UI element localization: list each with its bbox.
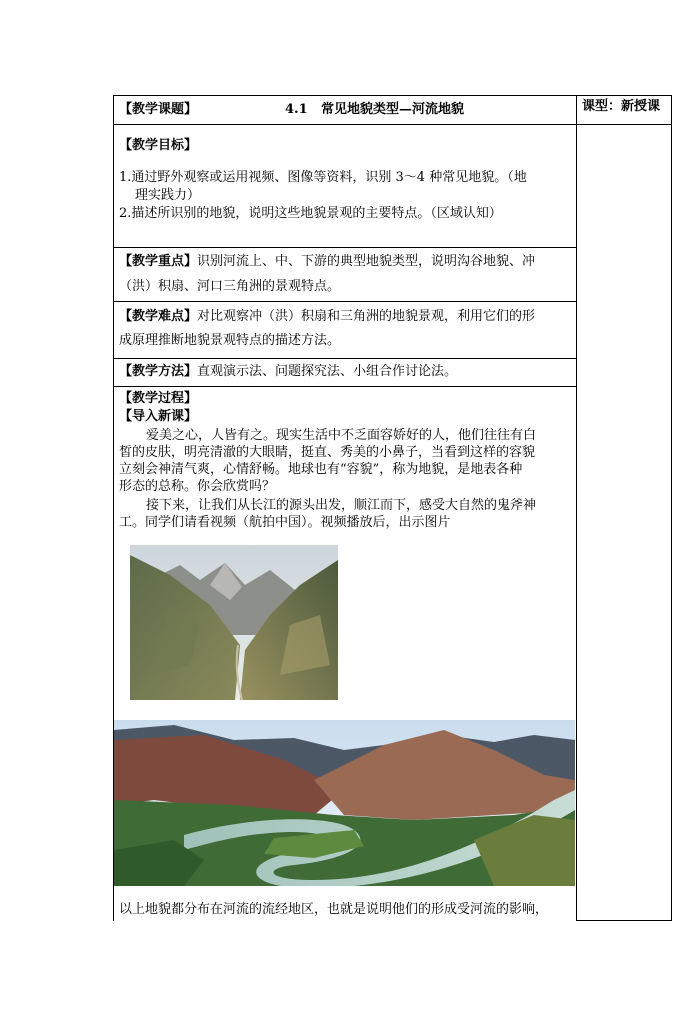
difficulties-text: 对比观察冲（洪）积扇和三角洲的地貌景观，利用它们的形 [197,309,536,324]
lesson-type: 课型：新授课 [582,99,661,114]
column-divider [576,95,577,921]
intro-para2-line2: 工。同学们请看视频（航拍中国）。视频播放后，出示图片 [119,515,451,530]
methods-label: 【教学方法】 [119,364,198,379]
intro-para1-line2: 皙的皮肤，明亮清澈的大眼睛，挺直、秀美的小鼻子，当看到这样的容貌 [119,445,536,460]
intro-label: 【导入新课】 [119,409,198,424]
methods-line [119,364,457,380]
intro-para2-line1: 接下来，让我们从长江的源头出发，顺江而下，感受大自然的鬼斧神 [146,498,537,513]
difficulties-label: 【教学难点】 [119,309,198,324]
objectives-bottom-border [113,247,576,248]
keypoints-bottom-border [113,301,576,302]
header-row-bottom-border [113,124,672,125]
topic-title: 常见地貌类型—河流地貌 [321,102,465,117]
objectives-label: 【教学目标】 [119,138,198,153]
intro-para1-line1: 爱美之心，人皆有之。现实生活中不乏面容娇好的人，他们往往有白 [146,428,537,443]
keypoints-line1 [119,254,535,270]
topic-label: 【教学课题】 [119,102,198,117]
river-bend-photo [114,720,575,886]
keypoints-label: 【教学重点】 [119,254,198,269]
difficulties-line2: 成原理推断地貌景观特点的描述方法。 [119,333,341,348]
objective-1-line2: 理实践力） [135,188,201,203]
intro-para1-line4: 形态的总称。你会欣赏吗？ [119,479,276,494]
methods-text: 直观演示法、问题探究法、小组合作讨论法。 [197,364,458,379]
table-top-border [113,95,672,96]
intro-para1-line3: 立刻会神清气爽，心情舒畅。地球也有“容貌”，称为地貌，是地表各种 [119,462,523,477]
difficulties-bottom-border [113,358,576,359]
objective-1-line1: 1.通过野外观察或运用视频、图像等资料，识别 3～4 种常见地貌。（地 [119,170,527,185]
process-label: 【教学过程】 [119,391,198,406]
table-bottom-border [576,920,672,921]
methods-bottom-border [113,386,576,387]
intro-bottom-line: 以上地貌都分布在河流的流经地区，也就是说明他们的形成受河流的影响， [119,902,549,917]
table-right-border [671,95,672,921]
keypoints-text: 识别河流上、中、下游的典型地貌类型，说明沟谷地貌、冲 [197,254,536,269]
mountain-valley-photo [130,545,338,700]
topic-number: 4.1 [285,102,308,117]
objective-2: 2.描述所识别的地貌，说明这些地貌景观的主要特点。（区域认知） [119,206,502,221]
keypoints-line2: （洪）积扇、河口三角洲的景观特点。 [119,279,341,294]
difficulties-line1 [119,309,535,325]
